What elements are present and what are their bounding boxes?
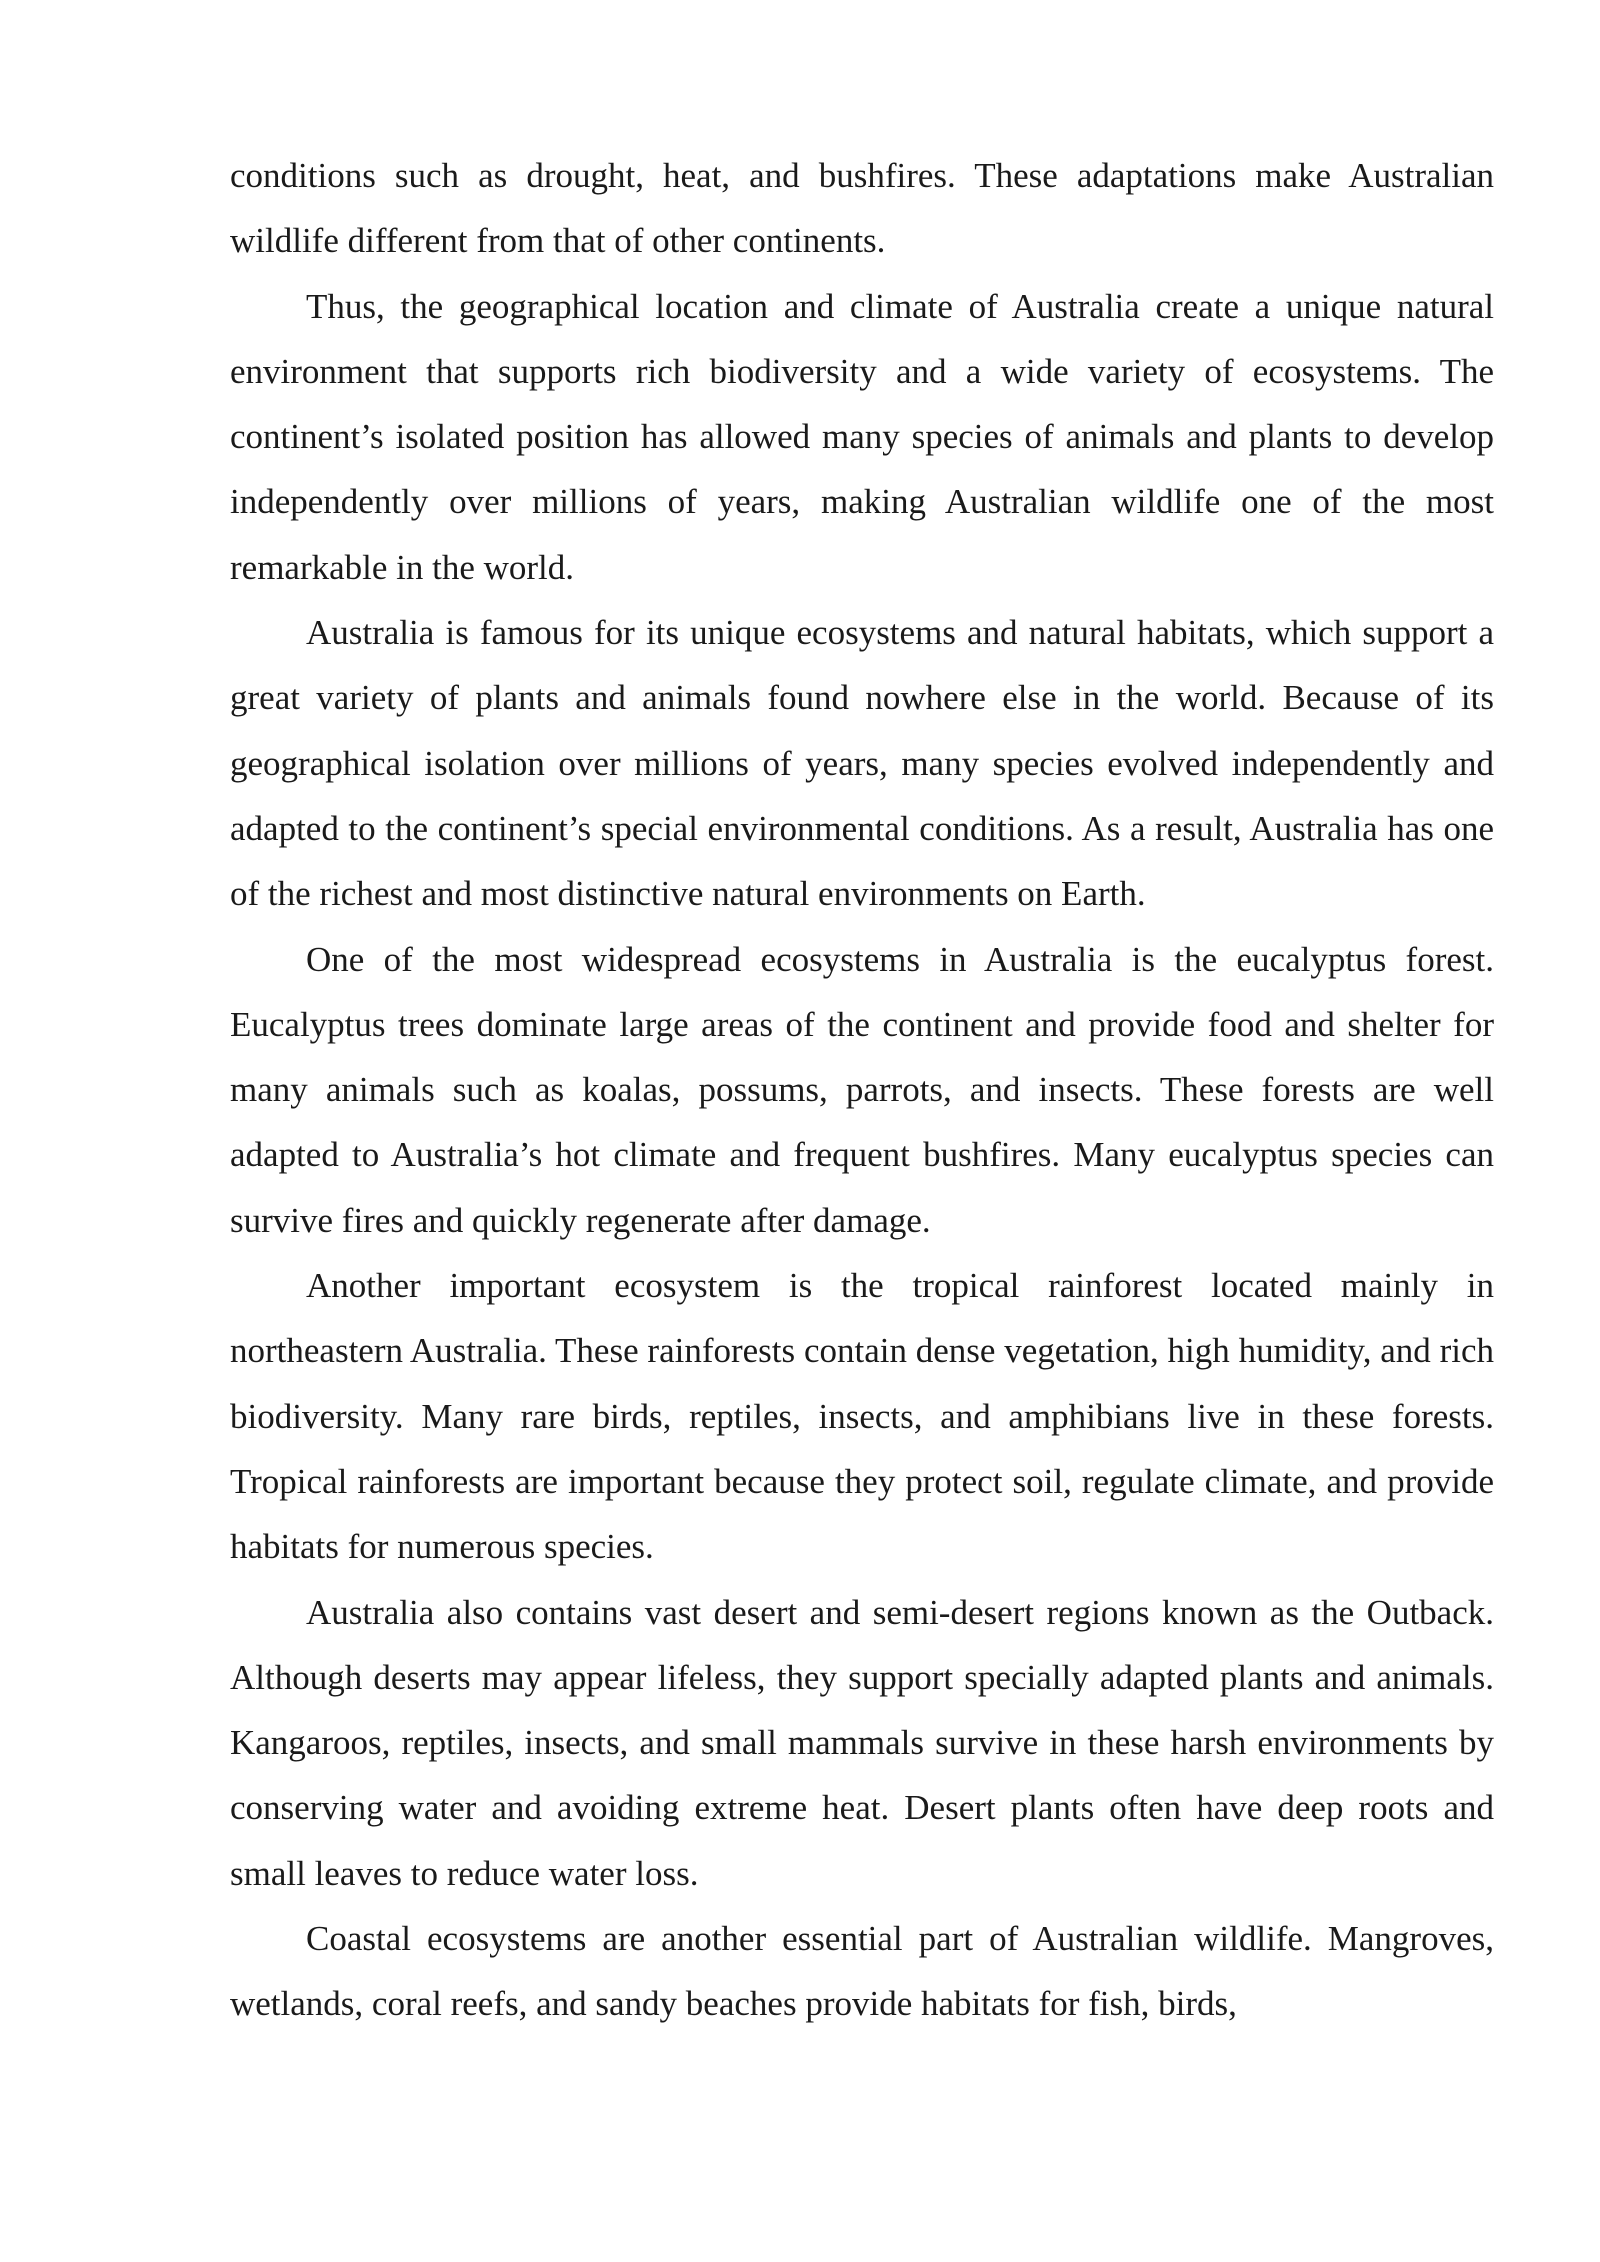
paragraph-coastal-ecosystems: Coastal ecosystems are another essential part of Australian wildlife. Mangroves, wetlands, coral reefs, and sandy beaches provide habitats for fish, birds, — [230, 1919, 1494, 2024]
paragraph-summary: Thus, the geographical location and climate of Australia create a unique natural environment that supports rich biodiversity and a wide variety of ecosystems. The continent’s isolated position has allowed many species of animals and plants to develop independently over millions of years, making Australian wildlife one of the most remarkable in the world. — [230, 286, 1494, 587]
paragraph-outback-desert: Australia also contains vast desert and semi-desert regions known as the Outback. Although deserts may appear lifeless, they support specially adapted plants and animals. Kangaroos, reptiles, insects, and small mammals survive in these harsh environments by conserving water and avoiding extreme heat. Desert plants often have deep roots and small leaves to reduce water loss. — [230, 1592, 1494, 1893]
paragraph-tropical-rainforest: Another important ecosystem is the tropical rainforest located mainly in northeastern Australia. These rainforests contain dense vegetation, high humidity, and rich biodiversity. Many rare birds, reptiles, insects, and amphibians live in these forests. Tropical rainforests are important because they protect soil, regulate climate, and provide habitats for numerous species. — [230, 1266, 1494, 1567]
paragraph-ecosystems-intro: Australia is famous for its unique ecosystems and natural habitats, which support a great variety of plants and animals found nowhere else in the world. Because of its geographical isolation over millions of years, many species evolved independently and adapted to the continent’s special environmental conditions. As a result, Australia has one of the richest and most distinctive natural environments on Earth. — [230, 613, 1494, 914]
paragraph-eucalyptus-forest: One of the most widespread ecosystems in Australia is the eucalyptus forest. Eucalyptus trees dominate large areas of the continent and provide food and shelter for many animals such as koalas, possums, parrots, and insects. These forests are well adapted to Australia’s hot climate and frequent bushfires. Many eucalyptus species can survive fires and quickly regenerate after damage. — [230, 939, 1494, 1240]
paragraph-continued: conditions such as drought, heat, and bushfires. These adaptations make Australian wildlife different from that of other continents. — [230, 156, 1494, 261]
document-body — [230, 143, 1494, 2037]
